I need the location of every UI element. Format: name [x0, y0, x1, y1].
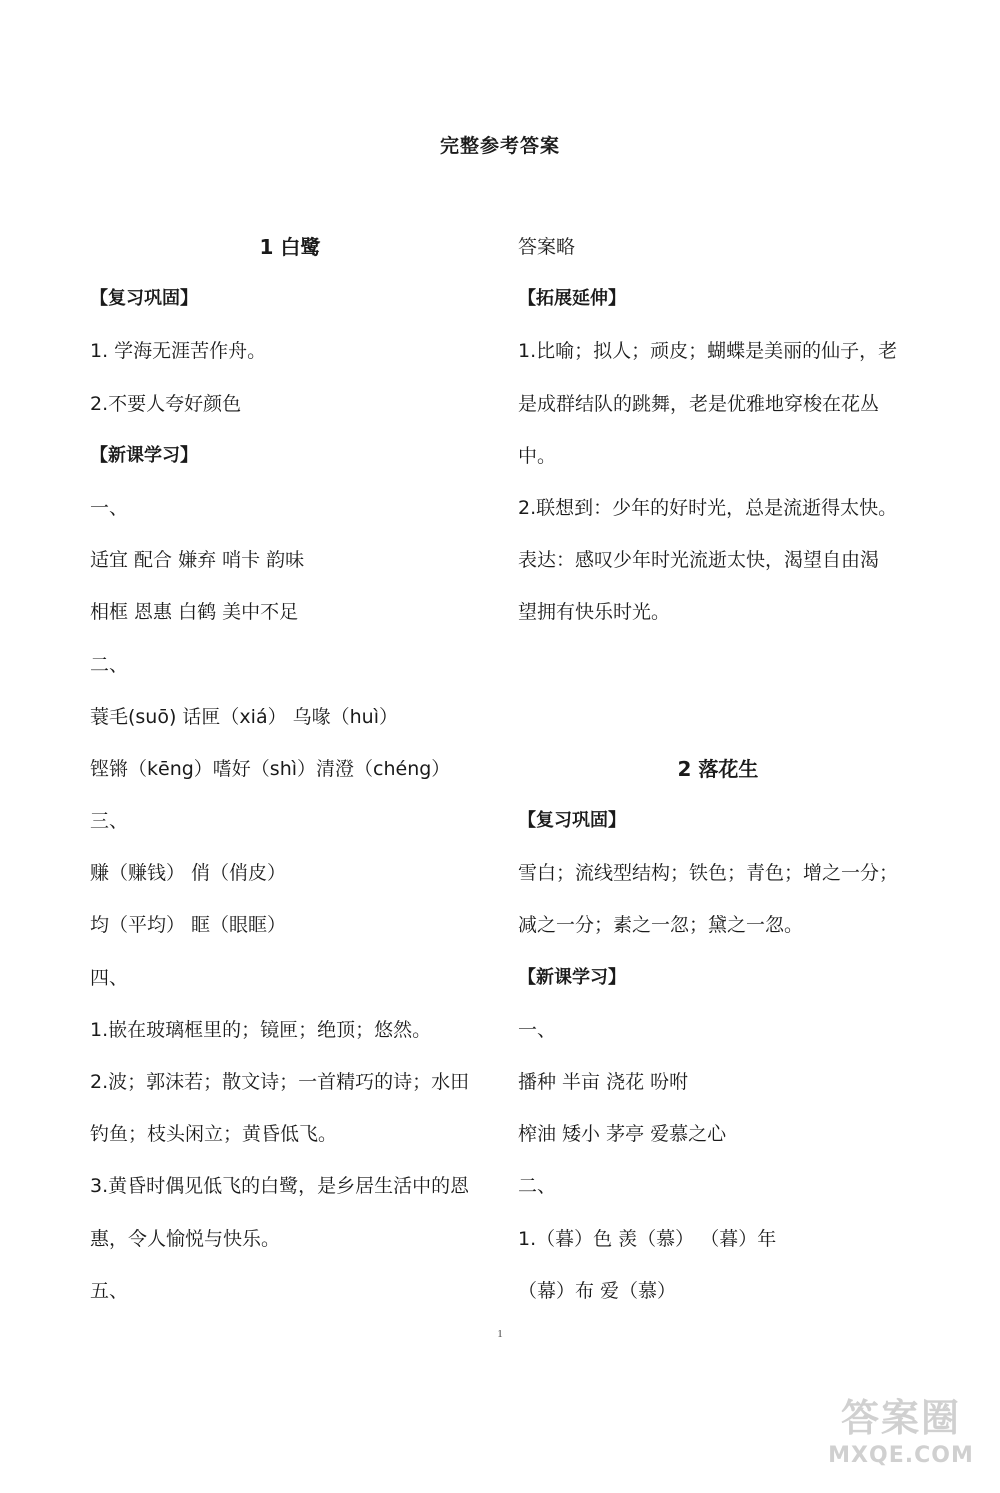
lesson-heading: 2 落花生 [677, 756, 759, 781]
text-line: 2.波；郭沫若；散文诗；一首精巧的诗；水田 [90, 1071, 470, 1093]
text-line: 雪白；流线型结构；铁色；青色；增之一分； [518, 862, 899, 885]
text-line: 铿锵（kēng）嗜好（shì）清澄（chéng） [90, 757, 451, 780]
section-label: 【复习巩固】 [518, 810, 626, 832]
text-line: 3.黄昏时偶见低飞的白鹭，是乡居生活中的恩 [90, 1175, 470, 1198]
text-line: 钓鱼；枝头闲立；黄昏低飞。 [90, 1123, 338, 1146]
text-line: 表达：感叹少年时光流逝太快，渴望自由渴 [518, 549, 880, 572]
text-line: 五、 [90, 1279, 129, 1302]
text-line: 2.不要人夸好颜色 [90, 392, 242, 415]
watermark-bottom-text: MXQE.COM [828, 1443, 974, 1468]
text-line: 二、 [90, 653, 129, 676]
text-line: 三、 [90, 810, 129, 833]
text-line: 适宜 配合 嫌弃 哨卡 韵味 [90, 549, 305, 572]
watermark-logo [816, 1395, 986, 1485]
text-line: 一、 [518, 1018, 557, 1041]
text-line: 1. 学海无涯苦作舟。 [90, 340, 267, 363]
text-line: 减之一分；素之一忽；黛之一忽。 [518, 914, 804, 937]
text-line: 1.比喻；拟人；顽皮；蝴蝶是美丽的仙子，老 [518, 340, 898, 363]
page-title: 完整参考答案 [439, 135, 560, 157]
text-line: 1.（暮）色 羡（慕） （暮）年 [518, 1227, 777, 1250]
section-label: 【拓展延伸】 [518, 288, 626, 310]
section-label: 【复习巩固】 [90, 288, 198, 310]
text-line: 二、 [518, 1175, 557, 1198]
text-line: 是成群结队的跳舞，老是优雅地穿梭在花丛 [518, 392, 880, 415]
text-line: 1.嵌在玻璃框里的；镜匣；绝顶；悠然。 [90, 1018, 432, 1041]
page-number: 1 [497, 1328, 503, 1340]
text-line: 中。 [518, 444, 557, 467]
section-label: 【新课学习】 [518, 966, 626, 988]
text-line: （幕）布 爱（慕） [518, 1279, 677, 1302]
lesson-heading: 1 白鹭 [259, 235, 321, 259]
text-line: 一、 [90, 496, 129, 519]
text-line: 相框 恩惠 白鹤 美中不足 [90, 601, 299, 624]
text-line: 惠，令人愉悦与快乐。 [90, 1227, 281, 1250]
text-line: 四、 [90, 966, 129, 989]
watermark-top-text: 答案圈 [840, 1396, 961, 1440]
text-line: 均（平均） 眶（眼眶） [90, 914, 287, 937]
text-line [518, 702, 918, 754]
text-line: 赚（赚钱） 俏（俏皮） [90, 862, 287, 885]
text-line: 2.联想到：少年的好时光，总是流逝得太快。 [518, 496, 898, 519]
text-line: 蓑毛(suō) 话匣（xiá） 乌喙（huì） [90, 705, 398, 728]
right-column [518, 232, 918, 1328]
text-line: 答案略 [518, 236, 576, 258]
section-label: 【新课学习】 [90, 444, 198, 466]
left-column [90, 232, 490, 1328]
text-line: 榨油 矮小 茅亭 爱慕之心 [518, 1123, 727, 1146]
text-line: 播种 半亩 浇花 吩咐 [518, 1071, 689, 1093]
text-line: 望拥有快乐时光。 [518, 601, 671, 624]
text-line [518, 650, 918, 702]
